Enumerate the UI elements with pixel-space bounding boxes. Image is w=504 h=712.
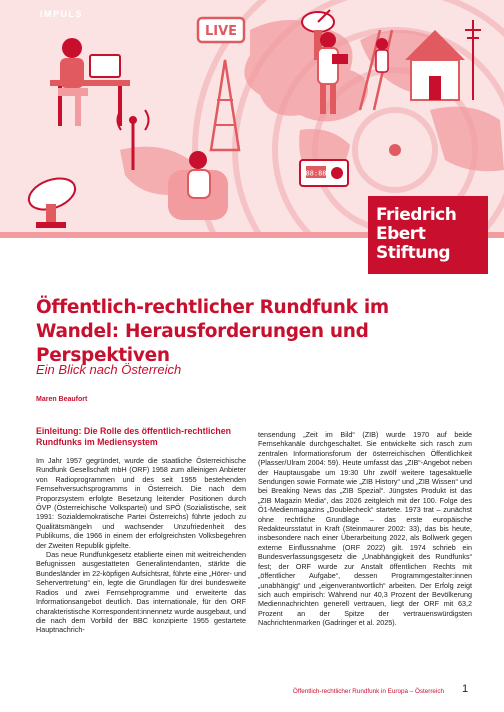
satellite-dish-bottom xyxy=(25,173,80,228)
section-heading: Einleitung: Die Rolle des öffentlich-rechtlichen Rundfunks im Mediensystem xyxy=(36,426,232,447)
paragraph-1: Im Jahr 1957 gegründet, wurde die staatliche Österreichische Rundfunk Gesellschaft mbH (ORF) 1958 zum alleinigen Anbieter von Radioprogrammen und des seit 1955 bestehenden Fernsehversuchsprogramms in Österreich. Die nach dem Proporzsystem erfolgte Besetzung leitender Positionen durch ÖVP (Österreichische Volkspartei) und SPÖ (Sozialistische, seit 1991: Sozialdemokratische Partei Österreichs) führte jedoch zu Qualitätsmängeln und wachsender Unzufriedenheit des Publikums, die 1966 in einem der erfolgreichsten Volksbegehren der Zweiten Republik gipfelte. xyxy=(36,456,246,550)
page-subtitle: Ein Blick nach Österreich xyxy=(36,362,182,377)
paragraph-3: tensendung „Zeit im Bild“ (ZIB) wurde 1970 auf beide Fernsehkanäle durchgeschaltet. Sie entwickelte sich rasch zum zentralen Informationsforum der österreichischen Öffentlichkeit (Plasser/Ulram 2004: 59). Heute umfasst das „ZIB“-Angebot neben der Hauptausgabe um 19:30 Uhr zwölf weitere tagesaktuelle Sendungen sowie Formate wie „ZIB History“ und „ZIB Wissen“ und bei Breaking News das „ZIB Spezial“. Jüngstes Produkt ist das „ZIB Magazin Media“, das 2026 zeitgleich mit der 100. Folge des Ö1-Medienmagazins „Doublecheck“ startete. 1973 trat – zunächst ohne rechtliche Grundlage – das erste europäische Redakteursstatut in Kraft (Steinmaurer 2002: 33), das bis heute, insbesondere nach einer Überarbeitung 2022, als Bollwerk gegen externe Einflussnahme (ORF 2022) gilt. 1974 schrieb ein Bundesverfassungsgesetz die „Unabhängigkeit des Rundfunks“ fest; der ORF wurde zur Anstalt öffentlichen Rechts mit „öffentlicher Aufgabe“, dessen Programmgestalter:innen „unabhängig“ und „eigenverantwortlich“ arbeiten. Der Erfolg zeigt sich auch empirisch: Während nur 40,3 Prozent der Bevölkerung Mediennachrichten generell vertrauen, liegt der ORF mit 63,2 Prozent an der Spitze der vertrauenswürdigsten Nachrichtenmarken (Gadringer et al. 2025). xyxy=(258,430,472,628)
page-number: 1 xyxy=(462,683,469,695)
logo-line-2: Ebert xyxy=(376,224,426,244)
running-title: Öffentlich-rechtlicher Rundfunk in Europa – Österreich xyxy=(292,688,444,695)
person-at-desk xyxy=(50,38,130,126)
text-column-left xyxy=(36,426,246,635)
logo-line-3: Stiftung xyxy=(376,243,451,263)
fes-logo xyxy=(368,196,488,274)
live-sign xyxy=(198,18,244,42)
author-name: Maren Beaufort xyxy=(36,396,88,403)
logo-line-1: Friedrich xyxy=(376,205,457,225)
series-label: IMPULS xyxy=(40,9,84,19)
live-label: LIVE xyxy=(204,24,238,39)
paragraph-2: Das neue Rundfunkgesetz etablierte einen mit weitreichenden Befugnissen ausgestatteten Generalintendanten, stärkte die Bundesländer im 22-köpfigen Aufsichtsrat, führte eine „Hörer- und Sehervertretung“ ein, legte die Grundlagen für drei bundesweite Radios und zwei Fernsehprogramme und erweiterte das Informationsangebot deutlich. Das internationale, für den ORF charakteristische Korrespondent:innennetz wurde ausgebaut, und die nach dem Vorbild der BBC konzipierte 1955 gestartete Hauptnachrich- xyxy=(36,550,246,635)
page-title: Öffentlich-rechtlicher Rundfunk im Wandel: Herausforderungen und Perspektiven xyxy=(36,297,389,366)
text-column-right xyxy=(258,430,472,628)
radio-display: 88:88 xyxy=(305,169,327,178)
radio-receiver xyxy=(300,160,348,186)
